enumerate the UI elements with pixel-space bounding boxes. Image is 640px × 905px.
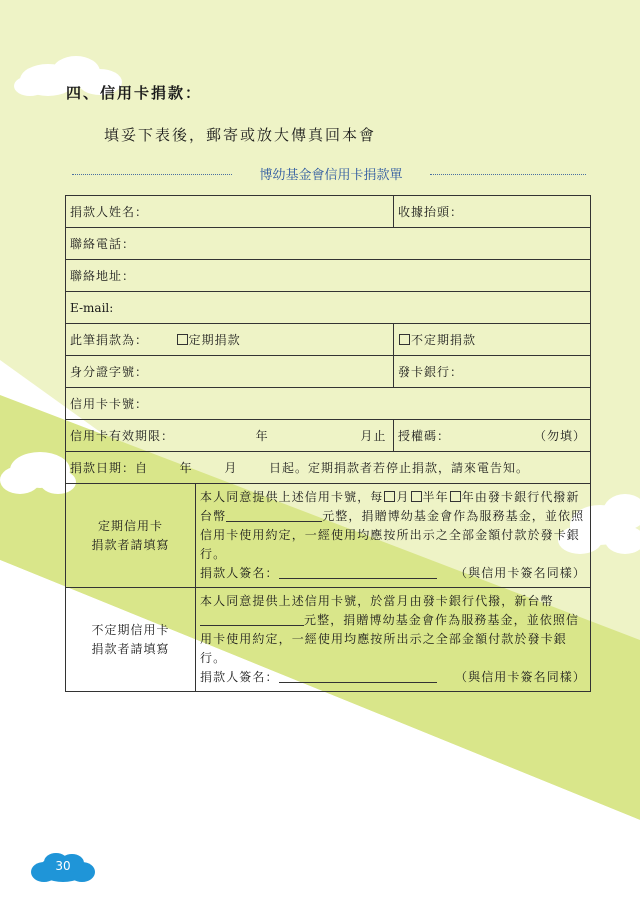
regular-opt-year: 年由發卡銀行代撥新台幣	[200, 490, 580, 523]
regular-label-line2: 捐款者請填寫	[91, 537, 170, 552]
row-phone	[66, 228, 591, 260]
donation-date-field[interactable]	[66, 452, 591, 484]
auth-code-label: 授權碼：	[398, 429, 451, 443]
irregular-signature-blank[interactable]	[279, 668, 437, 683]
irregular-cell	[394, 324, 591, 356]
donation-date-label: 捐款日期：自	[70, 461, 149, 475]
row-email	[66, 292, 591, 324]
row-id	[66, 356, 591, 388]
expiry-month-label: 月止	[360, 429, 387, 443]
irregular-signature-row	[200, 668, 586, 687]
donation-date-month: 月	[224, 461, 238, 475]
form-title-row	[72, 164, 586, 184]
row-donor-name	[66, 196, 591, 228]
row-irregular-section	[66, 588, 591, 692]
regular-text2: 元整，捐贈博幼基金會作為服務基金，並依照信用卡使用約定，一經使用均應按所出示之全部金額付款於發卡銀行。	[200, 509, 585, 561]
regular-label-line1: 定期信用卡	[97, 518, 163, 533]
donation-type-cell	[66, 324, 394, 356]
regular-opt-month: 月	[396, 490, 410, 504]
irregular-checkbox-label: 不定期捐款	[411, 333, 477, 347]
irregular-signature-label: 捐款人簽名：	[200, 670, 279, 684]
expiry-field[interactable]	[66, 420, 394, 452]
regular-signature-label: 捐款人簽名：	[200, 566, 279, 580]
irregular-signature-note: （與信用卡簽名同樣）	[455, 670, 587, 684]
row-expiry	[66, 420, 591, 452]
expiry-year-label: 年	[255, 429, 269, 443]
irregular-checkbox[interactable]	[399, 334, 410, 345]
address-field[interactable]: 聯絡地址：	[66, 260, 591, 292]
irregular-section-text	[196, 588, 591, 692]
no-fill-note: （勿填）	[534, 429, 587, 443]
phone-field[interactable]: 聯絡電話：	[66, 228, 591, 260]
row-address	[66, 260, 591, 292]
irregular-label-line1: 不定期信用卡	[91, 622, 170, 637]
regular-signature-note: （與信用卡簽名同樣）	[455, 566, 587, 580]
donation-date-year: 年	[179, 461, 193, 475]
irregular-text1: 本人同意提供上述信用卡號，於當月由發卡銀行代撥，新台幣	[200, 594, 554, 608]
card-number-field[interactable]: 信用卡卡號：	[66, 388, 591, 420]
email-field[interactable]: E-mail:	[66, 292, 591, 324]
expiry-label: 信用卡有效期限：	[70, 429, 175, 443]
form-title: 博幼基金會信用卡捐款單	[259, 168, 403, 183]
regular-text1: 本人同意提供上述信用卡號，每	[200, 490, 384, 504]
donor-name-field[interactable]: 捐款人姓名：	[66, 196, 394, 228]
donation-type-label: 此筆捐款為：	[70, 333, 149, 347]
regular-section-label	[66, 484, 196, 588]
year-option-checkbox[interactable]	[450, 491, 461, 502]
month-option-checkbox[interactable]	[384, 491, 395, 502]
auth-code-field	[394, 420, 591, 452]
regular-section-text	[196, 484, 591, 588]
instruction-text: 填妥下表後，郵寄或放大傳真回本會	[104, 126, 377, 144]
donation-form-table	[65, 195, 591, 692]
regular-opt-half-year: 半年	[422, 490, 449, 504]
dotted-divider-right	[430, 174, 586, 175]
regular-amount-blank[interactable]	[226, 507, 322, 522]
dotted-divider-left	[72, 174, 232, 175]
row-donation-date	[66, 452, 591, 484]
regular-signature-row	[200, 564, 586, 583]
regular-checkbox[interactable]	[177, 334, 188, 345]
row-regular-section	[66, 484, 591, 588]
regular-checkbox-label: 定期捐款	[188, 333, 241, 347]
page-number-badge	[30, 852, 96, 884]
row-card-number	[66, 388, 591, 420]
section-title: 四、信用卡捐款：	[66, 84, 203, 102]
page-number: 30	[55, 859, 71, 873]
id-number-field[interactable]: 身分證字號：	[66, 356, 394, 388]
irregular-amount-blank[interactable]	[200, 611, 304, 626]
donation-date-tail: 日起。定期捐款者若停止捐款，請來電告知。	[269, 461, 530, 475]
row-donation-type	[66, 324, 591, 356]
half-year-option-checkbox[interactable]	[411, 491, 422, 502]
receipt-title-field[interactable]: 收據抬頭：	[394, 196, 591, 228]
issuing-bank-field[interactable]: 發卡銀行：	[394, 356, 591, 388]
regular-signature-blank[interactable]	[279, 564, 437, 579]
irregular-label-line2: 捐款者請填寫	[91, 641, 170, 656]
irregular-text2: 元整，捐贈博幼基金會作為服務基金，並依照信用卡使用約定，一經使用均應按所出示之全部金額付款於發卡銀行。	[200, 613, 580, 665]
irregular-section-label	[66, 588, 196, 692]
